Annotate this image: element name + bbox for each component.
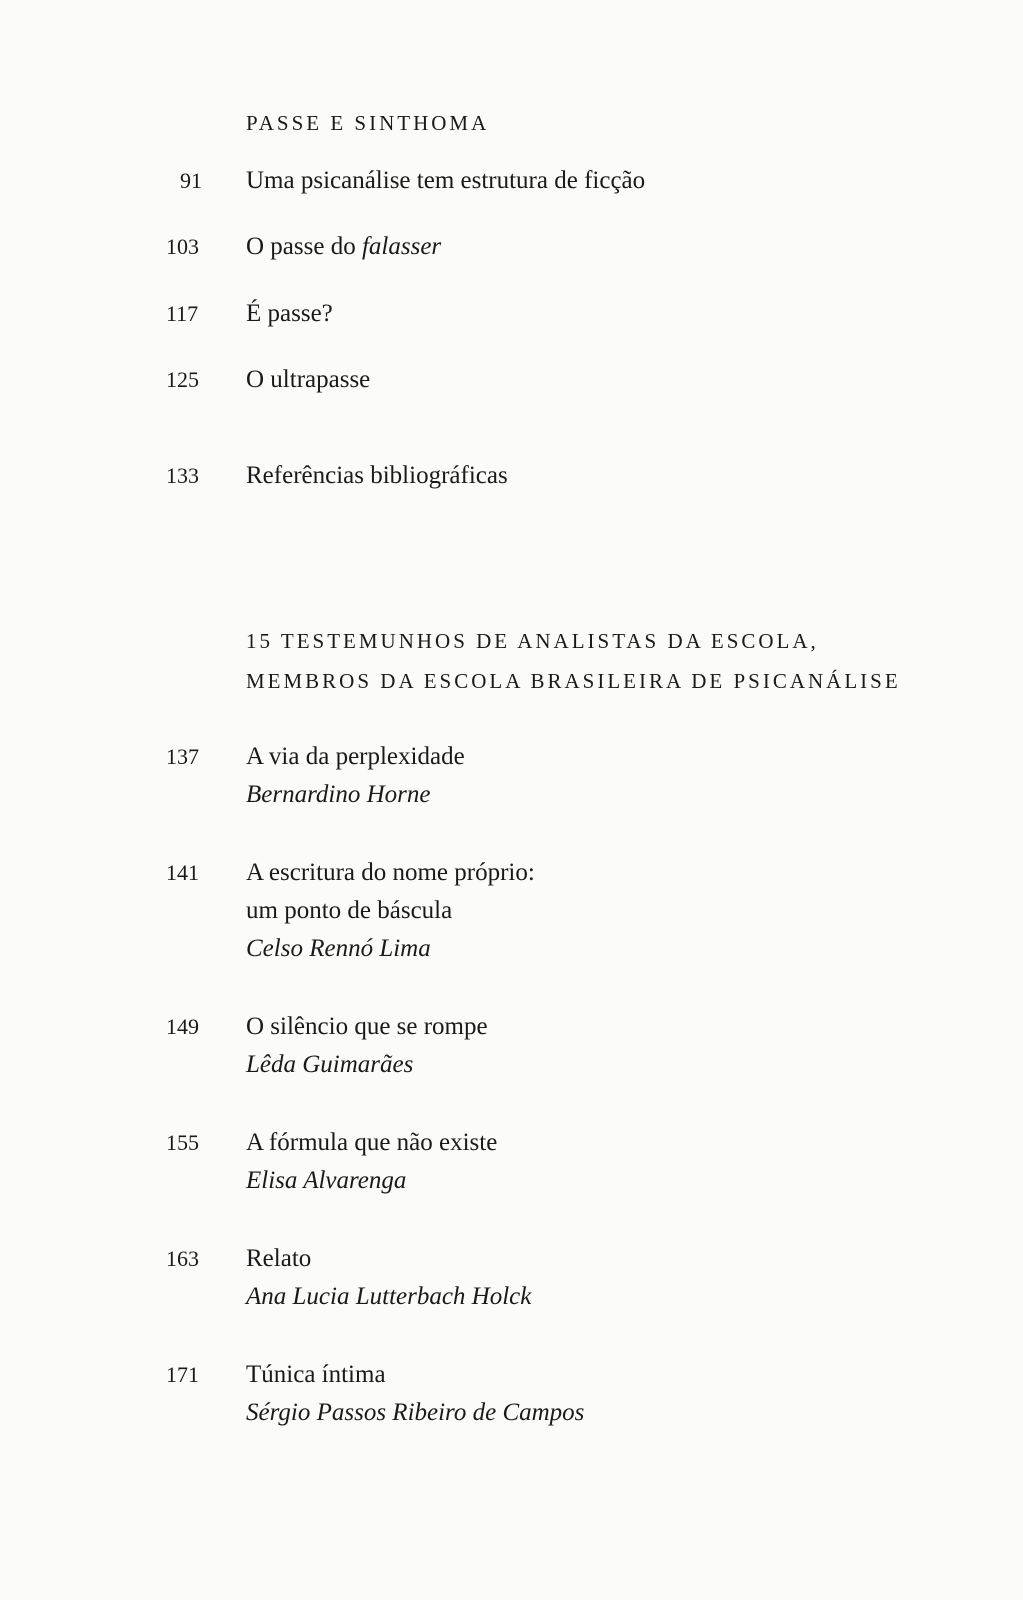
- section-title-testemunhos-line1: 15 TESTEMUNHOS DE ANALISTAS DA ESCOLA,: [246, 629, 819, 653]
- entry-title-line: A escritura do nome próprio:: [246, 859, 535, 886]
- entry-title: Referências bibliográficas: [246, 462, 508, 489]
- entry-title: [246, 1008, 488, 1084]
- entry-title: O ultrapasse: [246, 366, 371, 393]
- entry-author: Sérgio Passos Ribeiro de Campos: [246, 1399, 585, 1426]
- entry-title: [246, 228, 441, 266]
- page-number: 137: [166, 744, 199, 769]
- entry-author: Elisa Alvarenga: [246, 1167, 407, 1194]
- entry-title: Uma psicanálise tem estrutura de ficção: [246, 167, 646, 194]
- page-number: 91: [180, 168, 202, 193]
- entry-title: É passe?: [246, 300, 333, 327]
- page-number: 125: [166, 367, 199, 392]
- page-number: 149: [166, 1014, 199, 1039]
- entry-title-italic: falasser: [361, 233, 442, 260]
- entry-title-line: Relato: [246, 1245, 312, 1272]
- entry-title-line: O silêncio que se rompe: [246, 1013, 488, 1040]
- section-title-testemunhos-line2: MEMBROS DA ESCOLA BRASILEIRA DE PSICANÁLISE: [246, 669, 901, 693]
- entry-author: Bernardino Horne: [246, 781, 431, 808]
- entry-title: [246, 1240, 531, 1316]
- page-number: 163: [166, 1246, 199, 1271]
- entry-title-line: um ponto de báscula: [246, 897, 453, 924]
- page-number: 103: [166, 234, 199, 259]
- page-number: 117: [166, 301, 199, 326]
- entry-title-line: Túnica íntima: [246, 1361, 386, 1388]
- entry-title: [246, 1356, 584, 1432]
- entry-title: [246, 1124, 497, 1200]
- entry-author: Celso Rennó Lima: [246, 935, 431, 962]
- entry-title-prefix: O passe do: [246, 233, 362, 260]
- page-number: 155: [166, 1130, 199, 1155]
- entry-title-line: A fórmula que não existe: [246, 1129, 498, 1156]
- entry-author: Ana Lucia Lutterbach Holck: [246, 1283, 532, 1310]
- entry-title-line: A via da perplexidade: [246, 743, 465, 770]
- entry-title: [246, 854, 535, 968]
- entry-author: Lêda Guimarães: [246, 1051, 414, 1078]
- page-number: 171: [166, 1362, 199, 1387]
- page-number: 141: [166, 860, 199, 885]
- page-number: 133: [166, 463, 199, 488]
- section-title-passe-e-sinthoma: PASSE E SINTHOMA: [246, 111, 490, 135]
- entry-title: [246, 738, 465, 814]
